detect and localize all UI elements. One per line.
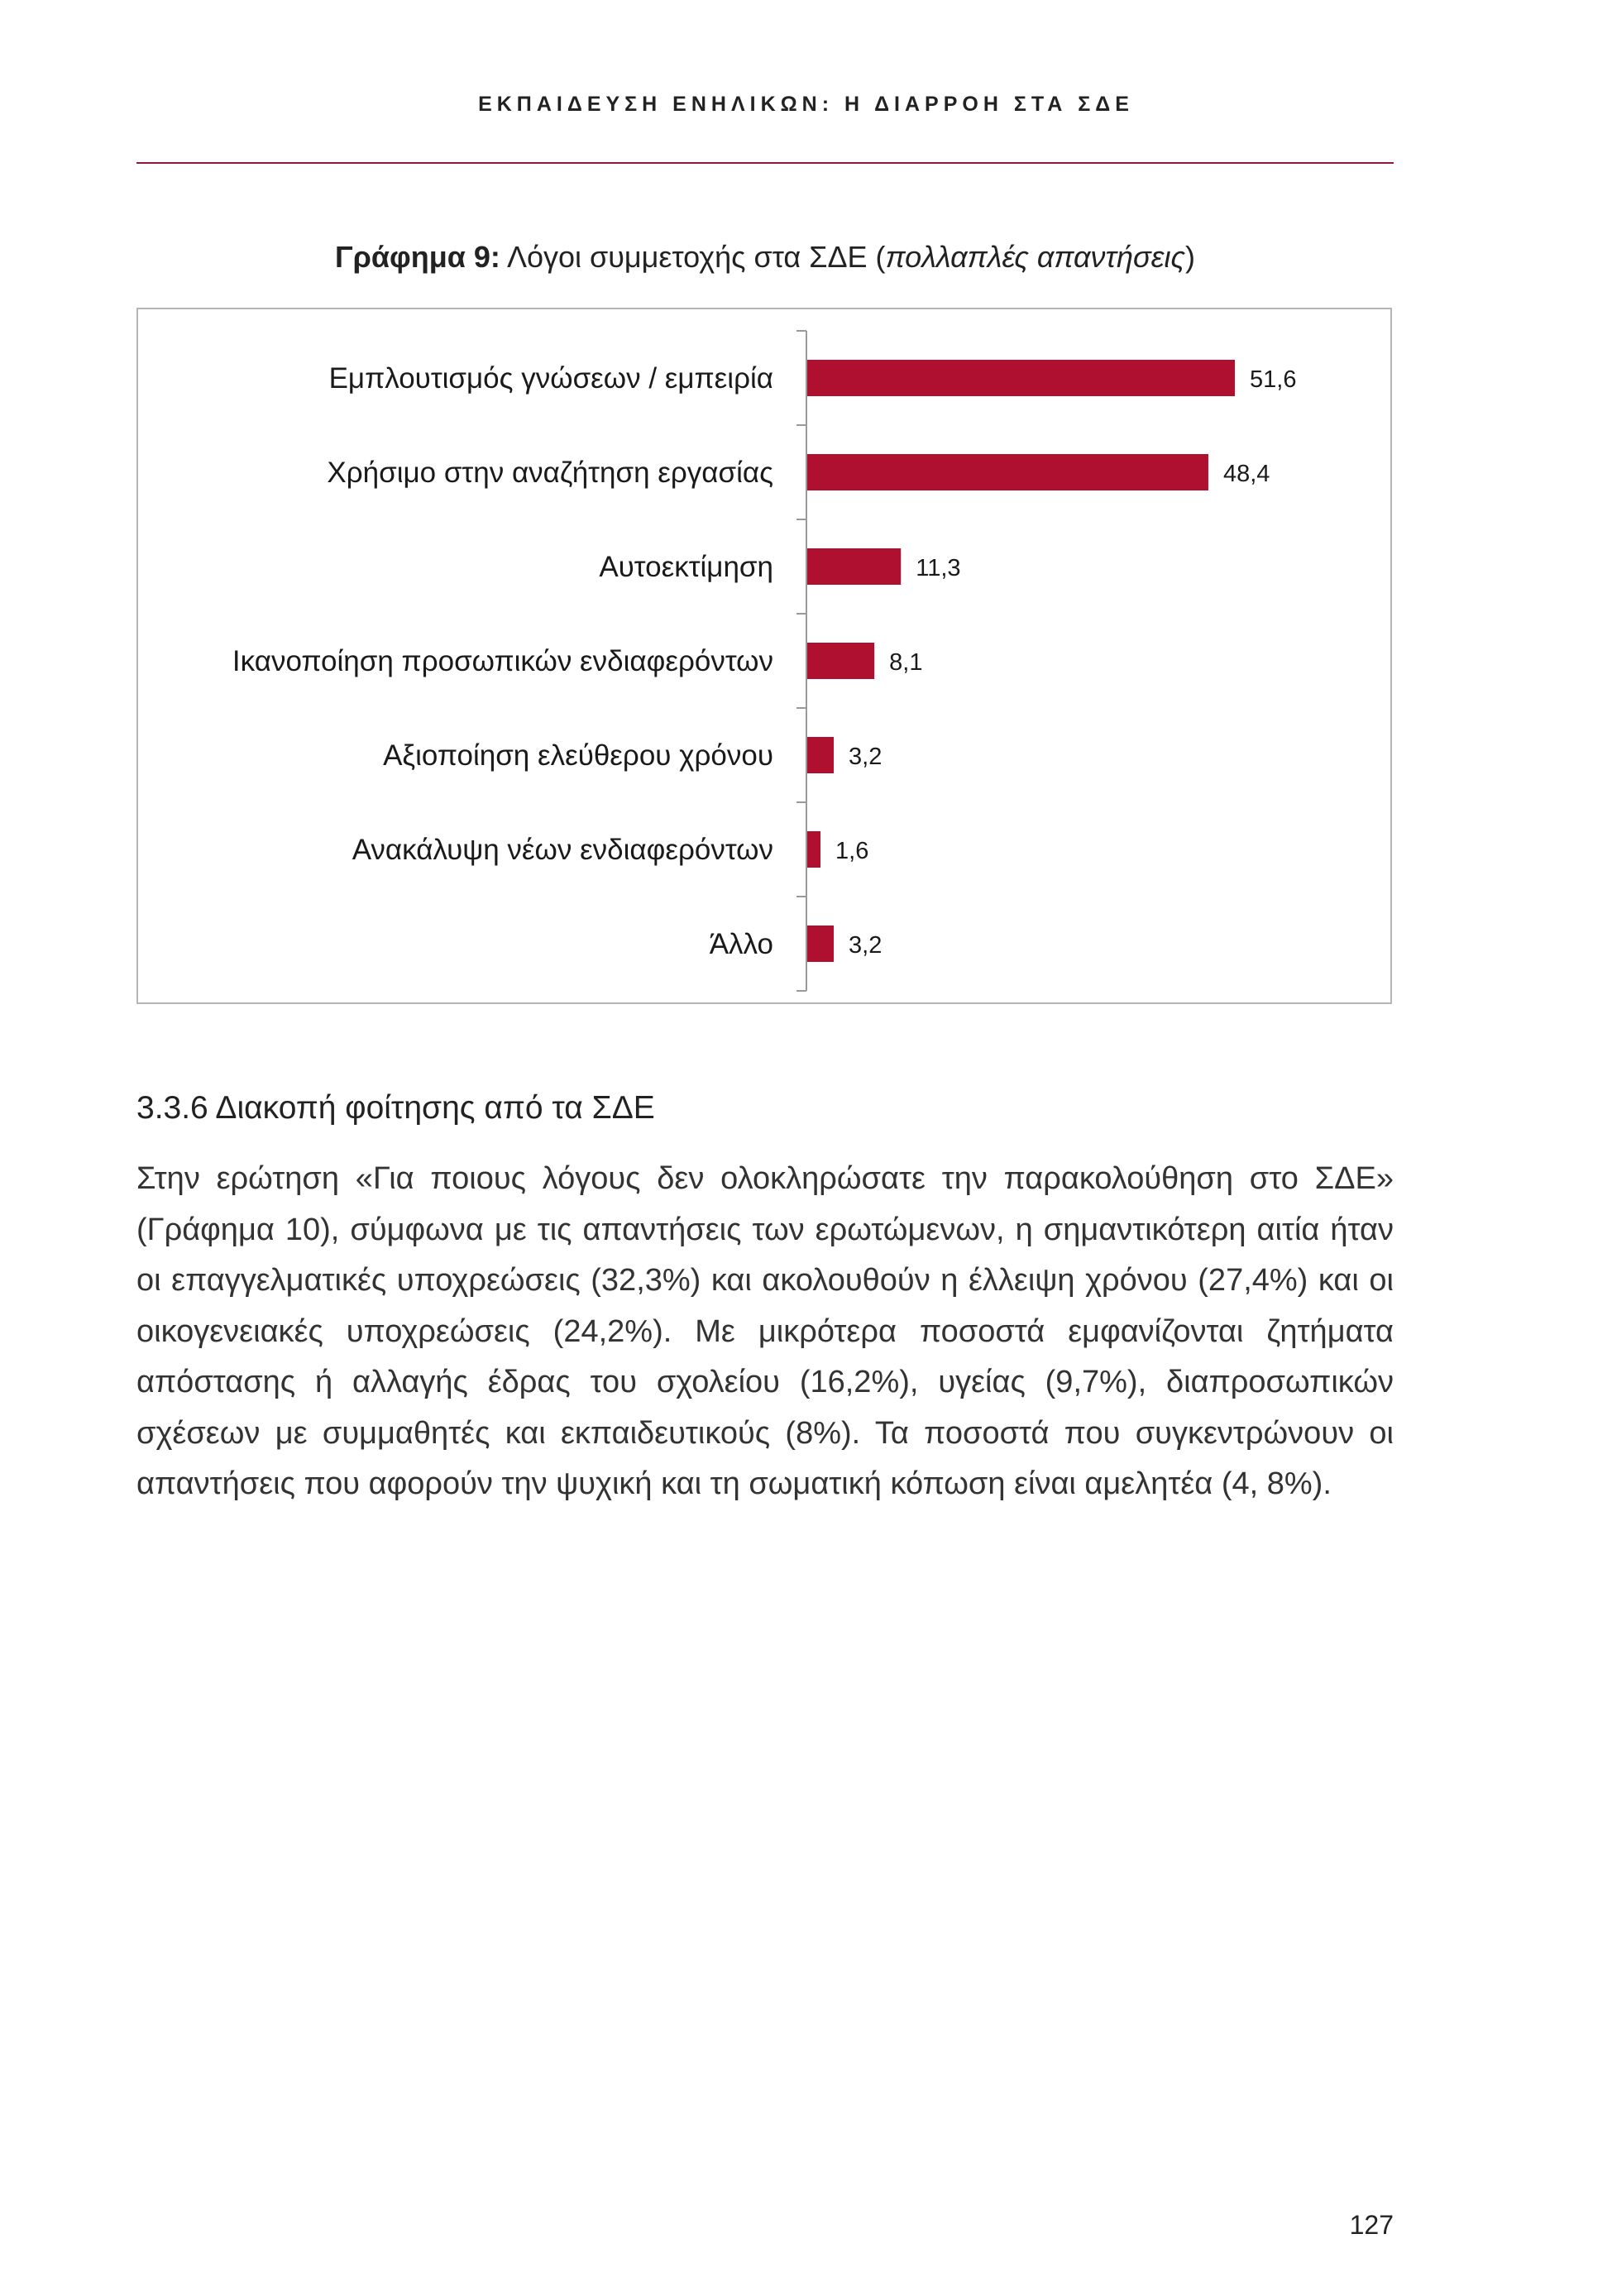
- chart-caption: [136, 240, 1394, 275]
- bar: [807, 643, 874, 679]
- section-title: 3.3.6 Διακοπή φοίτησης από τα ΣΔΕ: [136, 1090, 655, 1126]
- bar: [807, 360, 1235, 396]
- chart-caption-text: Λόγοι συμμετοχής στα ΣΔΕ (: [500, 240, 886, 274]
- category-label: Αυτοεκτίμηση: [599, 551, 773, 583]
- category-label: Εμπλουτισμός γνώσεων / εμπειρία: [328, 362, 773, 395]
- chart-caption-italic: πολλαπλές απαντήσεις: [885, 240, 1186, 274]
- body-paragraph: Στην ερώτηση «Για ποιους λόγους δεν ολοκληρώσατε την παρακολούθηση στο ΣΔΕ» (Γράφημα 10), σύμφωνα με τις απαντήσεις των ερωτώμενων, η σημαντικότερη αιτία ήταν οι επαγγελματικές υποχρεώσεις (32,3%) και ακολουθούν η έλλειψη χρόνου (27,4%) και οι οικογενειακές υποχρεώσεις (24,2%). Με μικρότερα ποσοστά εμφανίζονται ζητήματα απόστασης ή αλλαγής έδρας του σχολείου (16,2%), υγείας (9,7%), διαπροσωπικών σχέσεων με συμμαθητές και εκπαιδευτικούς (8%). Τα ποσοστά που συγκεντρώνουν οι απαντήσεις που αφορούν την ψυχική και τη σωματική κόπωση είναι αμελητέα (4, 8%).: [136, 1161, 1394, 1501]
- running-head: ΕΚΠΑΙΔΕΥΣΗ ΕΝΗΛΙΚΩΝ: Η ΔΙΑΡΡΟΗ ΣΤΑ ΣΔΕ: [478, 93, 1134, 116]
- category-label: Ικανοποίηση προσωπικών ενδιαφερόντων: [232, 645, 773, 677]
- data-label: 1,6: [835, 838, 869, 864]
- bar: [807, 926, 834, 962]
- category-label: Αξιοποίηση ελεύθερου χρόνου: [383, 739, 773, 772]
- data-label: 51,6: [1250, 366, 1297, 393]
- page-number: 127: [1349, 2210, 1394, 2240]
- data-label: 3,2: [849, 932, 883, 959]
- category-label: Χρήσιμο στην αναζήτηση εργασίας: [327, 457, 773, 489]
- chart-caption-close: ): [1185, 240, 1196, 274]
- header-rule: [136, 162, 1394, 164]
- bar: [807, 548, 901, 585]
- bar: [807, 831, 820, 868]
- data-label: 3,2: [849, 744, 883, 770]
- data-label: 8,1: [889, 649, 923, 676]
- bar: [807, 737, 834, 773]
- chart-caption-label: Γράφημα 9:: [334, 240, 500, 274]
- data-label: 48,4: [1222, 461, 1270, 487]
- category-label: Άλλο: [709, 928, 773, 960]
- data-label: 11,3: [916, 555, 961, 581]
- bar: [807, 454, 1208, 490]
- bar-chart: [136, 308, 1392, 1004]
- category-label: Ανακάλυψη νέων ενδιαφερόντων: [352, 834, 773, 866]
